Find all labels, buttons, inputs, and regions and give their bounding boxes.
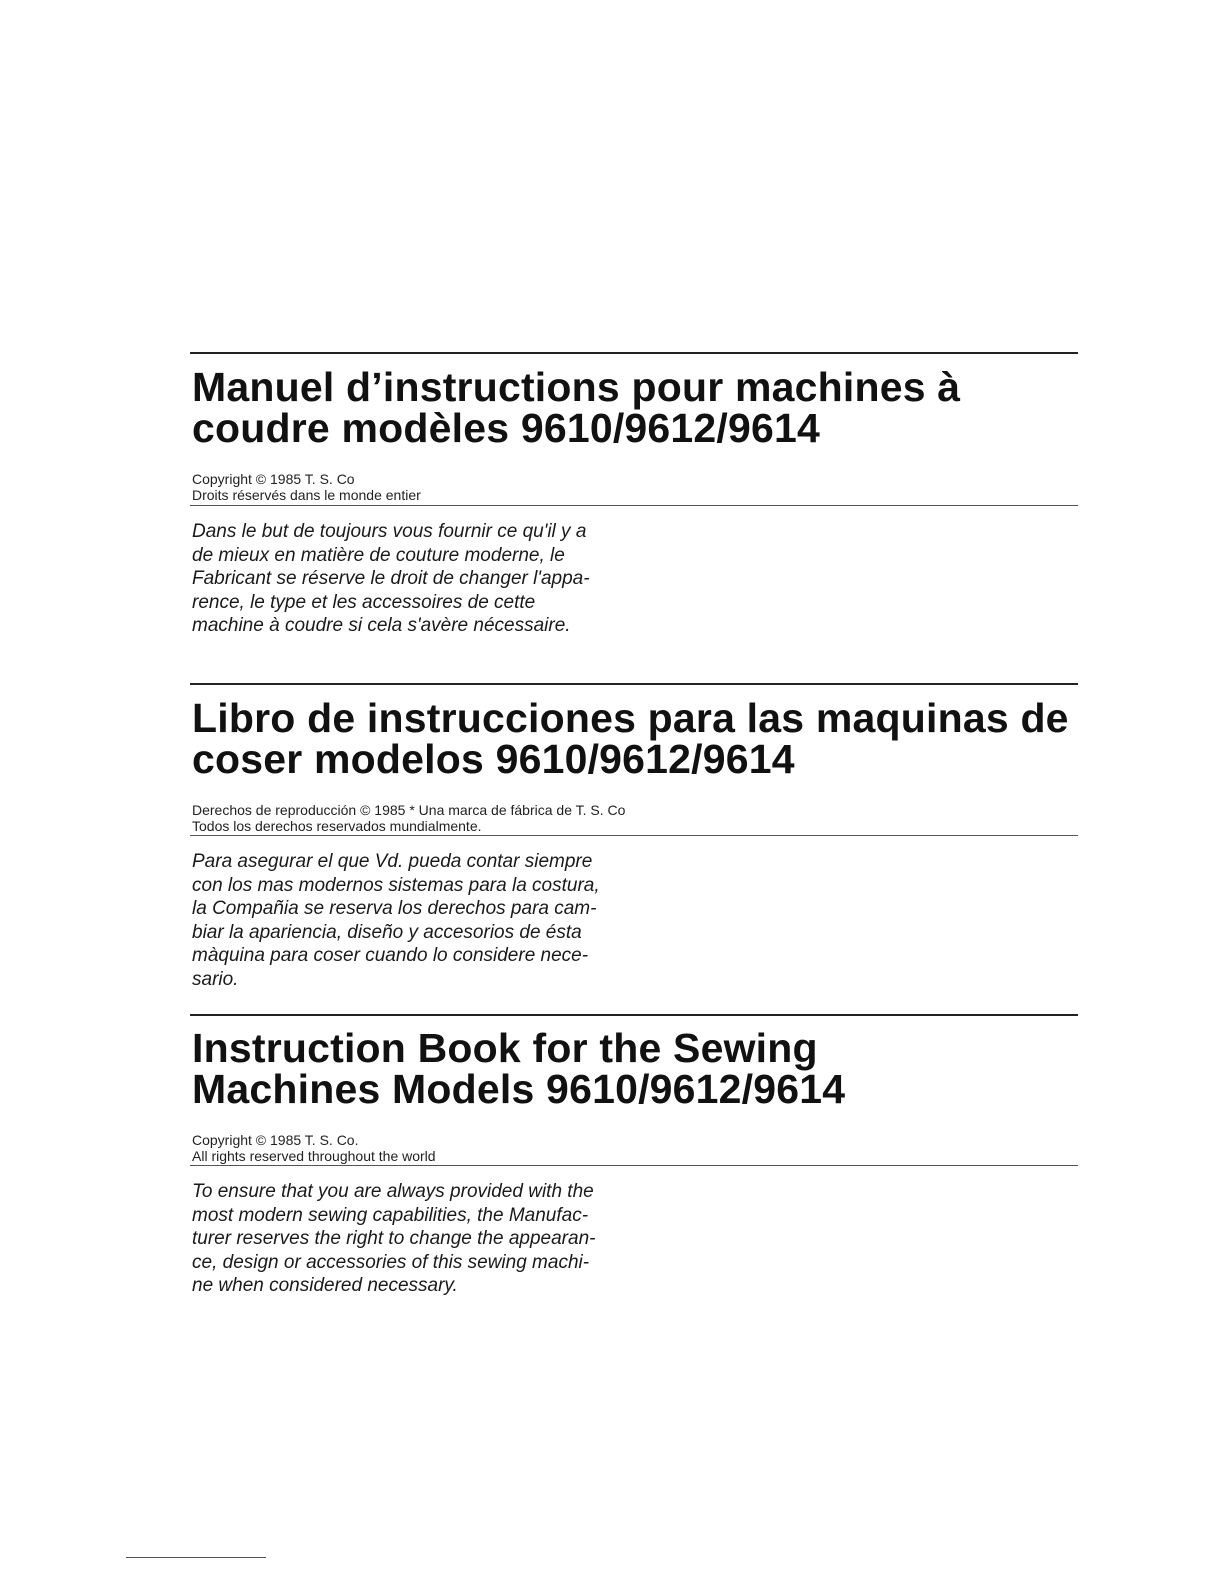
notice-line: sario. (192, 968, 239, 990)
copyright-spanish-line2: Todos los derechos reservados mundialmente. (192, 818, 482, 834)
title-spanish-line1: Libro de instrucciones para las maquinas de (192, 695, 1069, 741)
notice-line: To ensure that you are always provided with the (192, 1181, 594, 1202)
notice-english (192, 1180, 654, 1298)
copyright-french-line1: Copyright © 1985 T. S. Co (192, 471, 355, 487)
title-french-line2: coudre modèles 9610/9612/9614 (192, 405, 821, 451)
copyright-english-line2: All rights reserved throughout the world (192, 1148, 436, 1164)
notice-french (192, 520, 654, 638)
section-rule-mid-en (190, 1165, 1078, 1166)
copyright-spanish (192, 802, 1082, 834)
section-french-header (192, 364, 1082, 503)
title-french-line1: Manuel d’instructions pour machines à (192, 364, 961, 410)
copyright-french-line2: Droits réservés dans le monde entier (192, 487, 421, 503)
notice-line: Dans le but de toujours vous fournir ce qu'il y a (192, 521, 587, 542)
notice-line: màquina para coser cuando lo considere nece- (192, 945, 589, 966)
section-rule-top-en (190, 1014, 1078, 1016)
notice-spanish (192, 850, 654, 991)
title-spanish (192, 695, 1082, 782)
section-english-header (192, 1025, 1082, 1164)
notice-line: la Compañia se reserva los derechos para cam- (192, 898, 597, 919)
notice-line: Para asegurar el que Vd. pueda contar siempre (192, 851, 593, 872)
title-english-line1: Instruction Book for the Sewing (192, 1025, 818, 1071)
title-english (192, 1025, 1082, 1112)
copyright-spanish-line1: Derechos de reproducción © 1985 * Una marca de fábrica de T. S. Co (192, 802, 626, 818)
section-rule-top-es (190, 683, 1078, 685)
title-french (192, 364, 1082, 451)
footer-line (126, 1557, 266, 1558)
copyright-french (192, 471, 1082, 503)
section-rule-mid-fr (190, 505, 1078, 506)
notice-line: ce, design or accessories of this sewing machi- (192, 1251, 590, 1273)
title-spanish-line2: coser modelos 9610/9612/9614 (192, 736, 795, 782)
section-rule-top-fr (190, 352, 1078, 354)
notice-line: turer reserves the right to change the appearan- (192, 1228, 596, 1249)
section-rule-mid-es (190, 835, 1078, 836)
notice-line: ne when considered necessary. (192, 1275, 458, 1296)
notice-line: rence, le type et les accessoires de cette (192, 591, 536, 613)
notice-line: Fabricant se réserve le droit de changer l'appa- (192, 568, 590, 589)
title-english-line2: Machines Models 9610/9612/9614 (192, 1066, 846, 1112)
section-spanish-header (192, 695, 1082, 834)
notice-line: biar la apariencia, diseño y accesorios de ésta (192, 921, 582, 943)
notice-line: de mieux en matière de couture moderne, le (192, 544, 565, 566)
notice-line: machine à coudre si cela s'avère nécessaire. (192, 615, 571, 636)
notice-line: con los mas modernos sistemas para la costura, (192, 874, 600, 896)
copyright-english-line1: Copyright © 1985 T. S. Co. (192, 1132, 359, 1148)
copyright-english (192, 1132, 1082, 1164)
notice-line: most modern sewing capabilities, the Manufac- (192, 1204, 589, 1226)
